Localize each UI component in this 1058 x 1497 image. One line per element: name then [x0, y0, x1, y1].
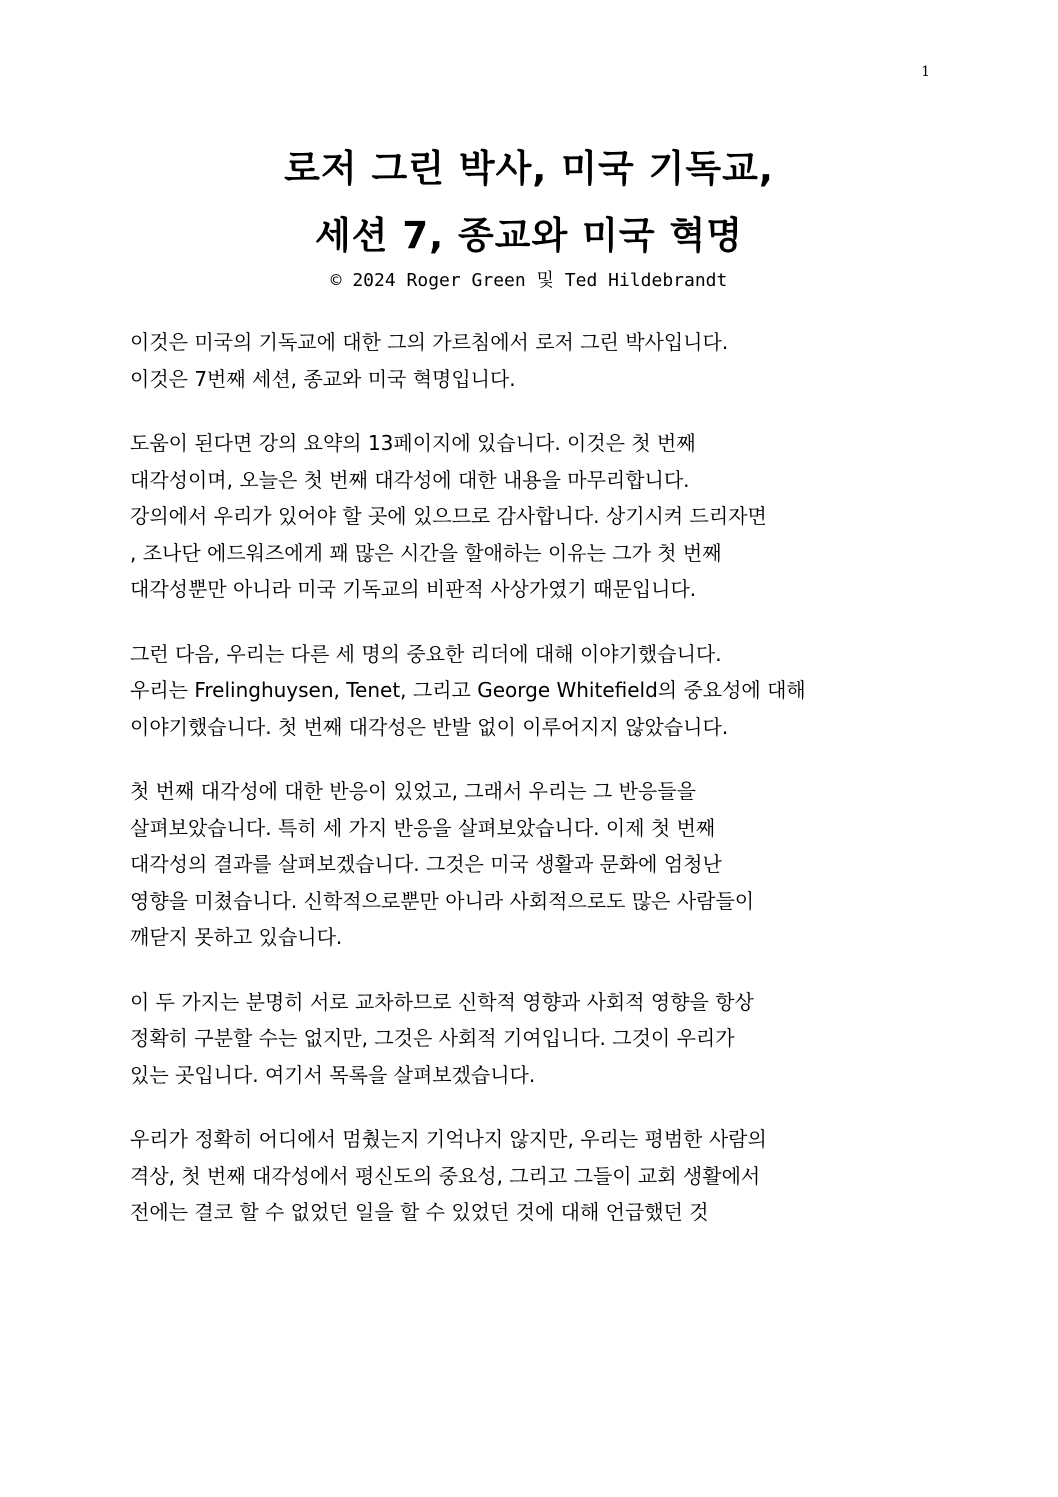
paragraph-line: 살펴보았습니다. 특히 세 가지 반응을 살펴보았습니다. 이제 첫 번째 [130, 815, 716, 840]
paragraph-line: 전에는 결코 할 수 없었던 일을 할 수 있었던 것에 대해 언급했던 것 [130, 1200, 709, 1224]
paragraph-line: 있는 곳입니다. 여기서 목록을 살펴보겠습니다. [130, 1062, 536, 1087]
document-title-line-2: 세션 7, 종교와 미국 혁명 [314, 214, 743, 257]
paragraph-line: 격상, 첫 번째 대각성에서 평신도의 중요성, 그리고 그들이 교회 생활에서 [130, 1163, 761, 1188]
copyright-notice: © 2024 Roger Green 및 Ted Hildebrandt [330, 270, 728, 291]
paragraph-line: , 조나단 에드워즈에게 꽤 많은 시간을 할애하는 이유는 그가 첫 번째 [130, 540, 722, 565]
paragraph-line: 도움이 된다면 강의 요약의 13페이지에 있습니다. 이것은 첫 번째 [130, 431, 696, 455]
paragraph-3 [130, 636, 930, 746]
document-title-line-1: 로저 그린 박사, 미국 기독교, [284, 147, 774, 190]
paragraph-line: 그런 다음, 우리는 다른 세 명의 중요한 리더에 대해 이야기했습니다. [130, 641, 722, 666]
paragraph-5 [130, 984, 930, 1094]
paragraph-line: 우리가 정확히 어디에서 멈췄는지 기억나지 않지만, 우리는 평범한 사람의 [130, 1127, 767, 1151]
paragraph-line: 이야기했습니다. 첫 번째 대각성은 반발 없이 이루어지지 않았습니다. [130, 714, 729, 739]
paragraph-line: 대각성이며, 오늘은 첫 번째 대각성에 대한 내용을 마무리합니다. [130, 467, 690, 492]
page-number: 1 [921, 64, 930, 80]
paragraph-1 [130, 324, 930, 397]
paragraph-line: 이것은 미국의 기독교에 대한 그의 가르침에서 로저 그린 박사입니다. [130, 330, 729, 354]
paragraph-line: 대각성의 결과를 살펴보겠습니다. 그것은 미국 생활과 문화에 엄청난 [130, 852, 722, 876]
paragraph-line: 깨닫지 못하고 있습니다. [130, 925, 343, 949]
paragraph-line: 대각성뿐만 아니라 미국 기독교의 비판적 사상가였기 때문입니다. [130, 577, 697, 601]
paragraph-line: 이것은 7번째 세션, 종교와 미국 혁명입니다. [130, 366, 516, 391]
paragraph-line: 정확히 구분할 수는 없지만, 그것은 사회적 기여입니다. 그것이 우리가 [130, 1026, 735, 1050]
paragraph-line: 강의에서 우리가 있어야 할 곳에 있으므로 감사합니다. 상기시켜 드리자면 [130, 504, 767, 528]
paragraph-line: 영향을 미쳤습니다. 신학적으로뿐만 아니라 사회적으로도 많은 사람들이 [130, 888, 755, 913]
paragraph-6 [130, 1121, 930, 1231]
paragraph-line: 우리는 Frelinghuysen, Tenet, 그리고 George Whitefield의 중요성에 대해 [130, 678, 806, 702]
paragraph-line: 이 두 가지는 분명히 서로 교차하므로 신학적 영향과 사회적 영향을 항상 [130, 989, 754, 1014]
paragraph-line: 첫 번째 대각성에 대한 반응이 있었고, 그래서 우리는 그 반응들을 [130, 779, 696, 803]
paragraph-4 [130, 773, 930, 956]
document-body [130, 324, 930, 1259]
paragraph-2 [130, 425, 930, 608]
